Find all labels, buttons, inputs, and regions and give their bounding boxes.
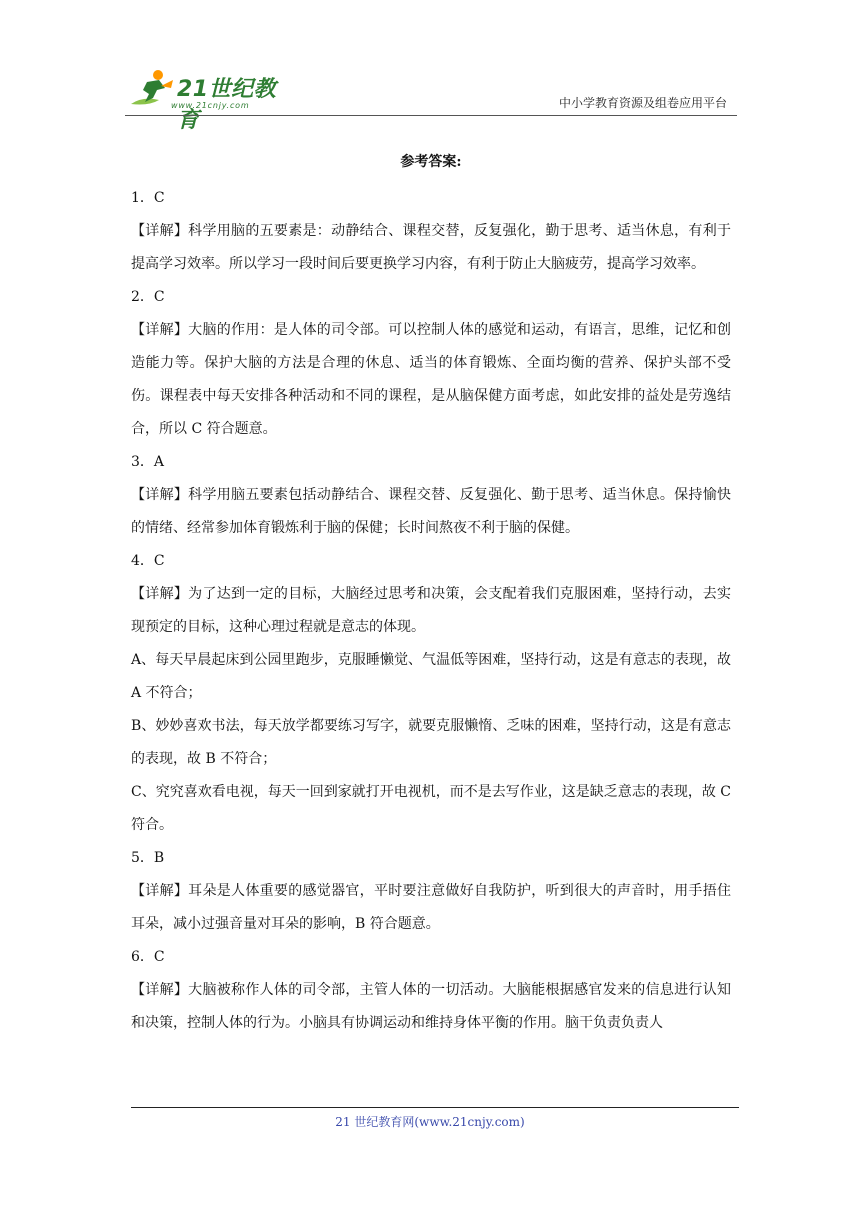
footer-divider	[131, 1107, 739, 1108]
logo-text: 21世纪教育	[177, 77, 277, 133]
detail-2: 【详解】大脑的作用：是人体的司令部。可以控制人体的感觉和运动，有语言，思维，记忆和创造能力等。保护大脑的方法是合理的休息、适当的体育锻炼、全面均衡的营养、保护头部不受伤。课程表中每天安排各种活动和不同的课程，是从脑保健方面考虑，如此安排的益处是劳逸结合，所以 C 符合题意。	[131, 322, 731, 437]
detail-4-option-a: A、每天早晨起床到公园里跑步，克服睡懒觉、气温低等困难，坚持行动，这是有意志的表现，故 A 不符合；	[131, 652, 731, 701]
answer-1: 1．C	[131, 190, 165, 206]
detail-4-option-b: B、妙妙喜欢书法，每天放学都要练习写字，就要克服懒惰、乏味的困难，坚持行动，这是有意志的表现，故 B 不符合；	[131, 718, 731, 767]
answer-6: 6．C	[131, 949, 165, 965]
page-header	[125, 66, 737, 133]
runner-logo-icon	[125, 66, 177, 112]
page-footer: 21 世纪教育网(www.21cnjy.com)	[335, 1115, 525, 1129]
detail-4-option-c: C、究究喜欢看电视，每天一回到家就打开电视机，而不是去写作业，这是缺乏意志的表现，故 C 符合。	[131, 784, 731, 833]
header-divider	[125, 115, 737, 116]
detail-4: 【详解】为了达到一定的目标，大脑经过思考和决策，会支配着我们克服困难，坚持行动，去实现预定的目标，这种心理过程就是意志的体现。	[131, 586, 731, 635]
detail-3: 【详解】科学用脑五要素包括动静结合、课程交替、反复强化、勤于思考、适当休息。保持愉快的情绪、经常参加体育锻炼利于脑的保健；长时间熬夜不利于脑的保健。	[131, 487, 731, 536]
answer-content	[131, 150, 731, 1040]
logo-url: www.21cnjy.com	[171, 101, 250, 110]
logo	[125, 66, 295, 133]
detail-5: 【详解】耳朵是人体重要的感觉器官，平时要注意做好自我防护，听到很大的声音时，用手捂住耳朵，减小过强音量对耳朵的影响，B 符合题意。	[131, 883, 731, 932]
answer-3: 3．A	[131, 454, 165, 470]
detail-6: 【详解】大脑被称作人体的司令部，主管人体的一切活动。大脑能根据感官发来的信息进行认知和决策，控制人体的行为。小脑具有协调运动和维持身体平衡的作用。脑干负责负责人	[131, 982, 731, 1031]
page-title: 参考答案:	[400, 154, 462, 170]
detail-1: 【详解】科学用脑的五要素是：动静结合、课程交替，反复强化，勤于思考、适当休息，有利于提高学习效率。所以学习一段时间后要更换学习内容，有利于防止大脑疲劳，提高学习效率。	[131, 223, 731, 272]
answer-4: 4．C	[131, 553, 165, 569]
platform-name: 中小学教育资源及组卷应用平台	[558, 96, 727, 110]
answer-5: 5．B	[131, 850, 165, 866]
answer-2: 2．C	[131, 289, 165, 305]
